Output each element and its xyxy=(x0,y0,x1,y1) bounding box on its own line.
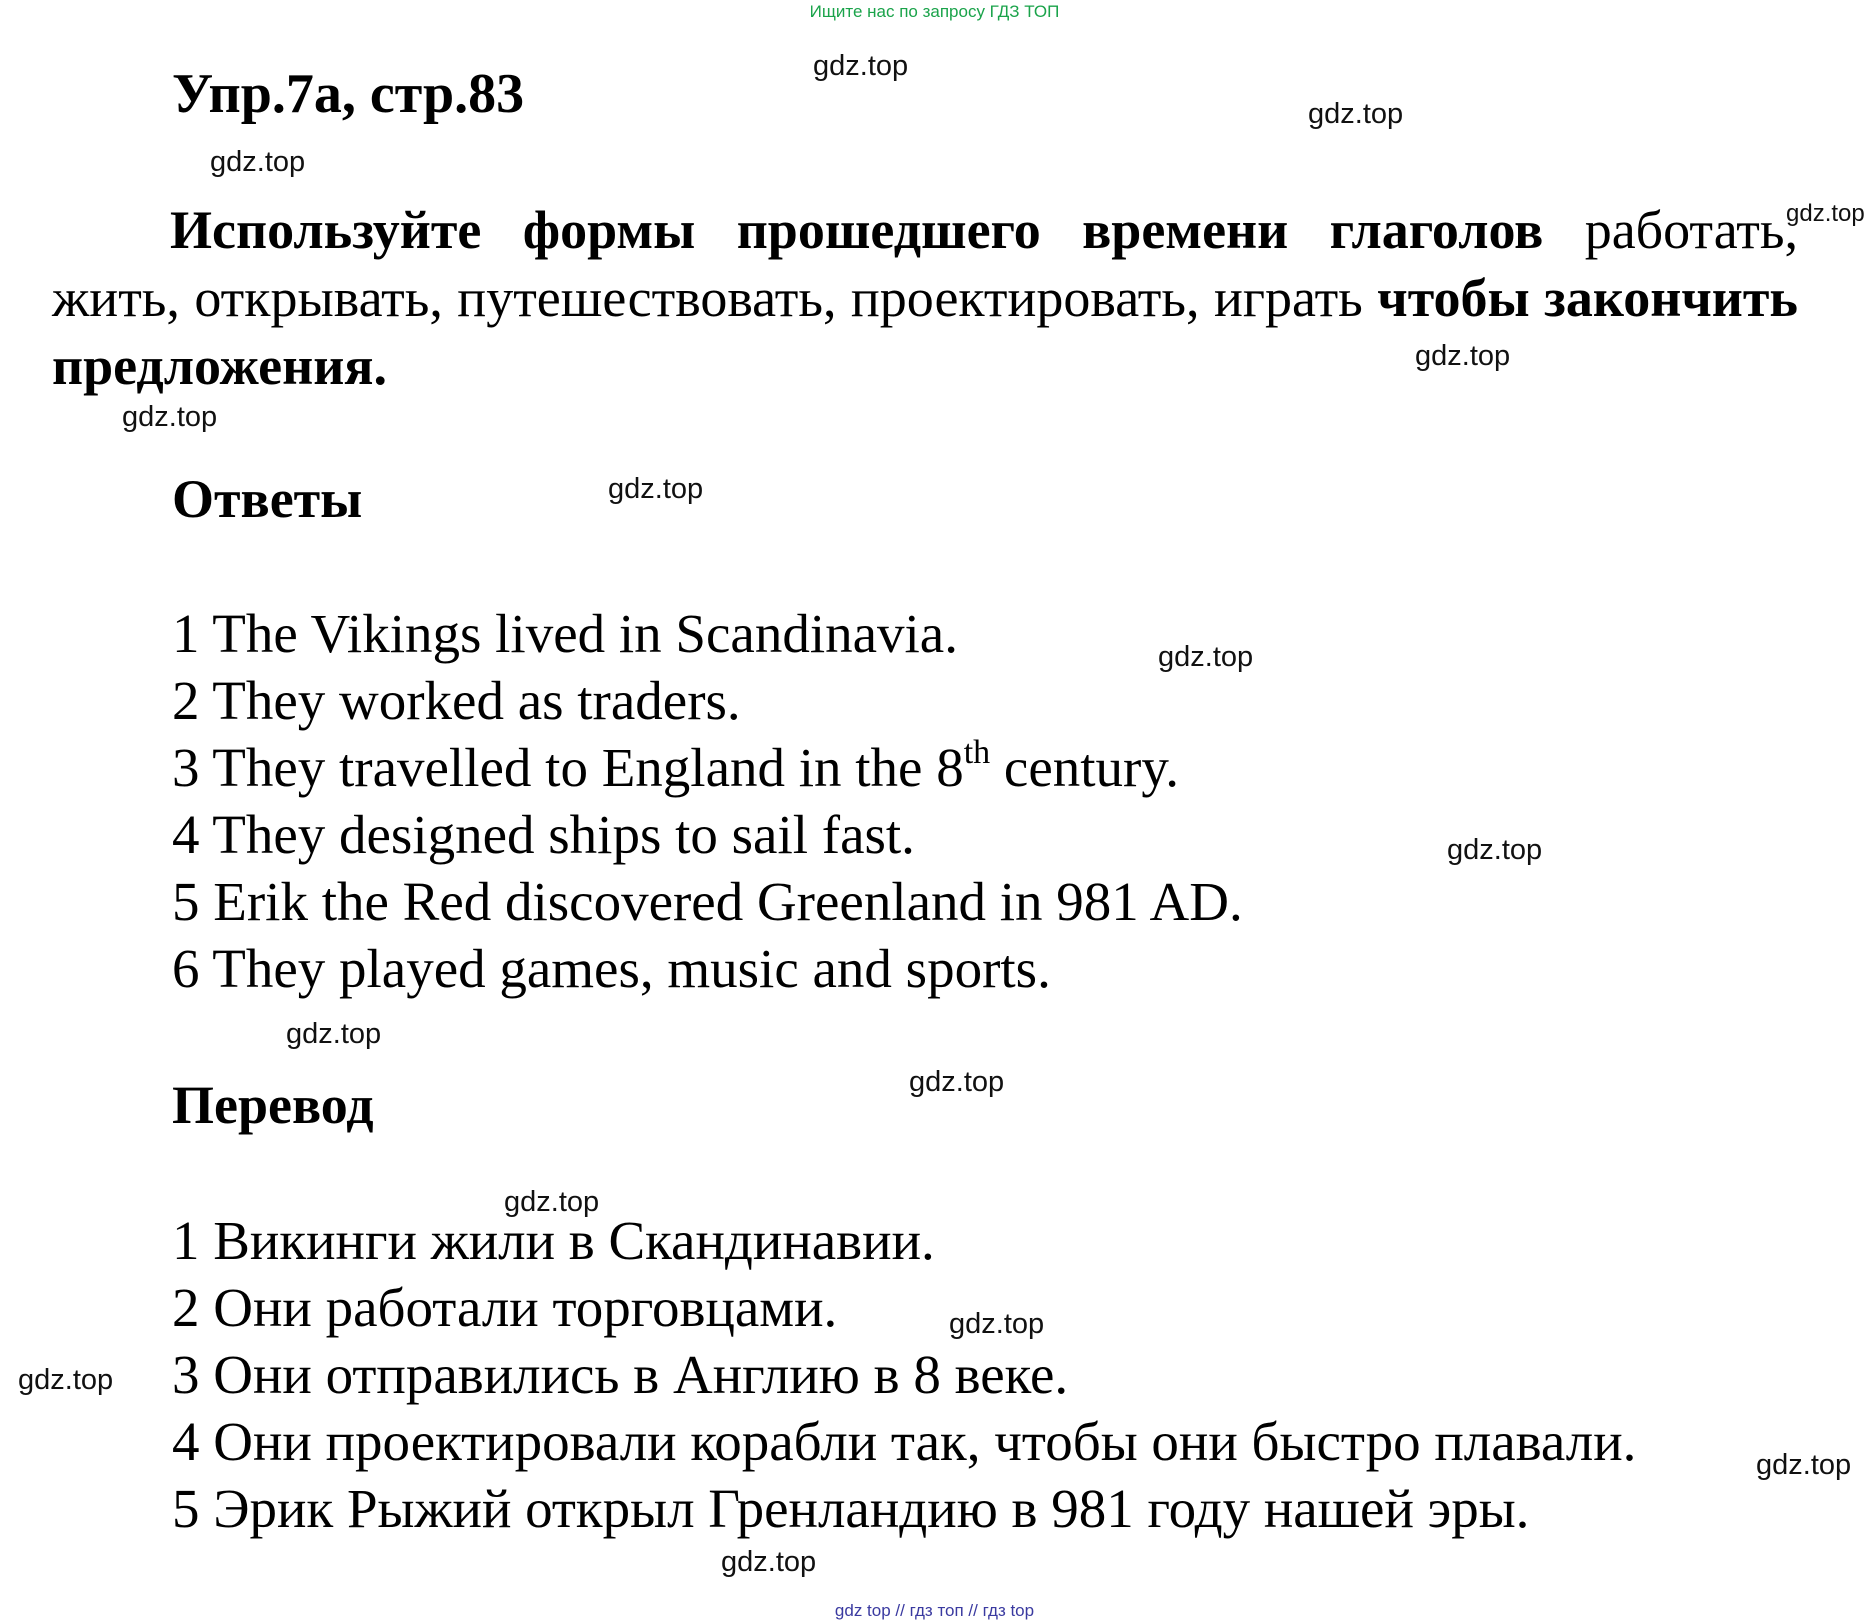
answer-line-end: century. xyxy=(990,737,1180,798)
translation-heading: Перевод xyxy=(172,1075,374,1135)
instruction-verbs: работать, жить, открывать, путешествовать, проектировать, играть xyxy=(52,200,1798,328)
answer-line: 2 They worked as traders. xyxy=(172,670,741,731)
watermark: gdz.top xyxy=(504,1186,600,1218)
translation-line: 5 Эрик Рыжий открыл Гренландию в 981 году нашей эры. xyxy=(172,1478,1530,1539)
watermark: gdz.top xyxy=(1308,98,1404,130)
translation-line: 2 Они работали торговцами. xyxy=(172,1277,838,1338)
watermark: gdz.top xyxy=(813,50,909,82)
answer-line: 5 Erik the Red discovered Greenland in 981 AD. xyxy=(172,871,1243,932)
watermark: gdz.top xyxy=(1158,641,1254,673)
translation-line: 1 Викинги жили в Скандинавии. xyxy=(172,1210,935,1271)
answer-line: 1 The Vikings lived in Scandinavia. xyxy=(172,603,958,664)
watermark: gdz.top xyxy=(286,1018,382,1050)
watermark: gdz.top xyxy=(1447,834,1543,866)
answer-line: 4 They designed ships to sail fast. xyxy=(172,804,915,865)
answer-line-text: 3 They travelled to England in the 8 xyxy=(172,737,964,798)
watermark: gdz.top xyxy=(721,1546,817,1578)
translation-line: 4 Они проектировали корабли так, чтобы они быстро плавали. xyxy=(172,1411,1637,1472)
header-search-note: Ищите нас по запросу ГДЗ ТОП xyxy=(809,2,1060,21)
watermark: gdz.top xyxy=(18,1364,114,1396)
footer-note: gdz top // гдз топ // гдз top xyxy=(834,1601,1035,1620)
answer-line xyxy=(172,735,1179,801)
instruction-bold-start: Используйте формы прошедшего времени глаголов xyxy=(170,200,1544,260)
exercise-instruction xyxy=(52,196,1798,400)
answers-heading: Ответы xyxy=(172,469,363,529)
watermark: gdz.top xyxy=(949,1308,1045,1340)
watermark: gdz.top xyxy=(1786,200,1865,227)
exercise-title: Упр.7а, стр.83 xyxy=(172,63,525,125)
answer-line: 6 They played games, music and sports. xyxy=(172,938,1051,999)
instruction-bold-end: чтобы закончить предложения. xyxy=(52,268,1798,396)
watermark: gdz.top xyxy=(909,1066,1005,1098)
watermark: gdz.top xyxy=(1756,1449,1852,1481)
ordinal-suffix: th xyxy=(963,733,991,771)
translation-line: 3 Они отправились в Англию в 8 веке. xyxy=(172,1344,1069,1405)
watermark: gdz.top xyxy=(210,146,306,178)
watermark: gdz.top xyxy=(122,401,218,433)
watermark: gdz.top xyxy=(608,473,704,505)
watermark: gdz.top xyxy=(1415,340,1511,372)
